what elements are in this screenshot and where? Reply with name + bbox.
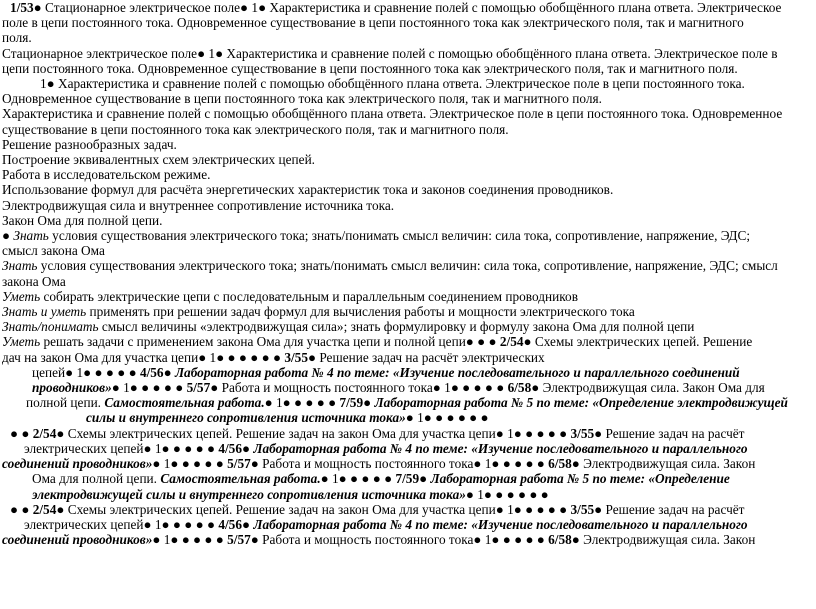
text-line [2,395,810,410]
text-line [2,91,810,106]
lesson-number: 2/54 [499,334,524,350]
lesson-number: 6/58 [507,380,532,396]
emphasized-text: Лабораторная работа № 5 по теме: «Определение электродвижущей [374,395,788,411]
text-segment: ● 1● ● ● ● ● [152,456,228,472]
text-segment: электрических цепей● 1● ● ● ● ● [24,516,219,532]
italic-text: Знать [2,258,38,274]
lesson-number: 5/57 [227,456,251,472]
lesson-number: 5/57 [186,380,211,396]
emphasized-text: Лабораторная работа № 4 по теме: «Изучение последовательного и параллельного соединений [174,364,740,380]
text-line [2,350,810,365]
text-segment: смысл величины «электродвижущая сила»; знать формулировку и формулу закона Ома для полной цепи [98,319,695,335]
emphasized-text: соединений проводников» [2,456,153,472]
text-segment: условия существования электрического тока; знать/понимать смысл величин: сила тока, сопротивление, напряжение, ЭДС; смысл [37,258,778,274]
text-segment: Ома для полной цепи. [32,471,161,487]
text-segment: ● Решение задач на расчёт [594,425,745,441]
text-segment: ● [419,471,431,487]
lesson-number: 7/59 [339,395,364,411]
text-segment: поле в цепи постоянного тока. Одновременное существование в цепи постоянного тока как электрического поля, так и магнитного [2,15,744,31]
lesson-number: 4/56 [218,440,242,456]
text-segment: ● 1● ● ● ● ● [111,380,187,396]
text-line [2,517,810,532]
text-segment: ● Работа и мощность постоянного тока● 1● ● ● ● ● [250,532,549,548]
text-line [2,228,810,243]
text-segment: ● Работа и мощность постоянного тока● 1● ● ● ● ● [210,380,508,396]
text-segment: электрических цепей● 1● ● ● ● ● [24,440,219,456]
lesson-number: 2/54 [32,501,57,517]
text-segment: решать задачи с применением закона Ома для участка цепи и полной цепи● ● ● [40,334,500,350]
text-line [2,30,810,45]
lesson-number: 2/54 [32,425,57,441]
text-line [2,46,810,61]
lesson-number: 3/55 [570,425,595,441]
text-segment: применять при решении задач формул для вычисления работы и мощности электрического тока [86,304,635,320]
text-line [2,334,810,349]
text-segment: ● Схемы электрических цепей. Решение задач на закон Ома для участка цепи● 1● ● ● ● ● [56,501,571,517]
text-segment: ● Решение задач на расчёт электрических [307,349,545,365]
text-segment: ● ● [10,501,33,517]
text-segment: дач на закон Ома для участка цепи● 1● ● ● ● ● ● [2,349,285,365]
text-line [2,441,810,456]
text-segment: ● Схемы электрических цепей. Решение [523,334,753,350]
text-segment: ● Работа и мощность постоянного тока● 1● ● ● ● ● [250,456,549,472]
lesson-number: 3/55 [284,349,308,365]
text-line [2,410,810,425]
text-line [2,167,810,182]
text-segment: Одновременное существование в цепи постоянного тока как электрического поля, так и магнитного поля. [2,91,602,107]
text-segment: ● ● [10,425,33,441]
text-segment: Характеристика и сравнение полей с помощью обобщённого плана ответа. Электрическое поле в цепи постоянного тока. Одновременное [2,106,783,122]
text-segment: ● [2,228,14,244]
text-line [2,258,810,273]
text-line [2,122,810,137]
text-line [2,243,810,258]
text-segment: ● 1● ● ● ● ● [320,471,396,487]
lesson-number: 4/56 [139,364,164,380]
text-segment: смысл закона Ома [2,243,105,259]
text-line [2,76,810,91]
emphasized-text: электродвижущей силы и внутреннего сопротивления источника тока» [32,486,466,502]
text-segment: ● Электродвижущая сила. Закон [571,456,756,472]
text-segment: цепи постоянного тока. Одновременное существование в цепи постоянного тока как электрического поля, так и магнитного поля. [2,60,738,76]
text-segment: Стационарное электрическое поле● 1● Характеристика и сравнение полей с помощью обобщённого плана ответа. Электрическое поле в [2,45,778,61]
text-segment: ● [163,364,175,380]
text-line [2,152,810,167]
text-segment: цепей● 1● ● ● ● ● [32,364,140,380]
text-segment: ● Стационарное электрическое поле● 1● Характеристика и сравнение полей с помощью обобщённого плана ответа. Электрическое [33,0,782,15]
emphasized-text: Самостоятельная работа. [104,395,265,411]
text-segment: ● Электродвижущая сила. Закон [571,532,756,548]
text-line [2,304,810,319]
text-line [2,182,810,197]
emphasized-text: Лабораторная работа № 5 по теме: «Определение [430,471,730,487]
text-segment: ● [241,440,254,456]
text-segment: ● 1● ● ● ● ● ● [405,410,489,426]
text-segment: Электродвижущая сила и внутреннее сопротивление источника тока. [2,197,395,213]
italic-text: Знать и уметь [2,304,87,320]
lesson-number: 4/56 [218,516,242,532]
text-segment: Работа в исследовательском режиме. [2,167,211,183]
emphasized-text: соединений проводников» [2,532,153,548]
text-segment: полной цепи. [26,395,105,411]
text-line [2,61,810,76]
italic-text: Уметь [2,334,41,350]
emphasized-text: Лабораторная работа № 4 по теме: «Изучение последовательного и параллельного [253,440,748,456]
lesson-number: 5/57 [227,532,251,548]
text-line [2,15,810,30]
text-segment: ● 1● ● ● ● ● [152,532,228,548]
text-segment: закона Ома [2,273,66,289]
text-line [2,198,810,213]
text-segment: Решение разнообразных задач. [2,136,177,152]
italic-text: Знать/понимать [2,319,99,335]
text-line [2,532,810,547]
text-segment: ● [363,395,375,411]
emphasized-text: Лабораторная работа № 4 по теме: «Изучение последовательного и параллельного [253,516,748,532]
emphasized-text: Самостоятельная работа. [160,471,321,487]
text-segment: Построение эквивалентных схем электрических цепей. [2,152,316,168]
italic-text: Знать [13,228,49,244]
text-segment: ● 1● ● ● ● ● [264,395,340,411]
text-line [2,502,810,517]
lesson-number: 6/58 [548,456,572,472]
text-line [2,0,810,15]
lesson-number: 1/53 [10,0,34,15]
text-line [2,319,810,334]
text-line [2,380,810,395]
text-segment: 1● Характеристика и сравнение полей с помощью обобщённого плана ответа. Электрическое поле в цепи постоянного тока. [40,76,745,92]
text-line [2,471,810,486]
lesson-number: 3/55 [570,501,595,517]
text-line [2,137,810,152]
text-line [2,365,810,380]
text-segment: ● Схемы электрических цепей. Решение задач на закон Ома для участка цепи● 1● ● ● ● ● [56,425,571,441]
text-segment: собирать электрические цепи с последовательным и параллельным соединением проводников [40,288,578,304]
text-line [2,487,810,502]
text-line [2,289,810,304]
text-segment: ● 1● ● ● ● ● ● [465,486,549,502]
lesson-number: 6/58 [548,532,572,548]
text-segment: поля. [2,30,32,46]
lesson-number: 7/59 [395,471,420,487]
text-segment: Использование формул для расчёта энергетических характеристик тока и законов соединения проводников. [2,182,614,198]
text-segment: условия существования электрического тока; знать/понимать смысл величин: сила тока, сопротивление, напряжение, ЭДС; [48,228,751,244]
text-segment: Закон Ома для полной цепи. [2,212,163,228]
text-segment: ● Решение задач на расчёт [594,501,745,517]
text-line [2,274,810,289]
text-line [2,426,810,441]
text-segment: ● [241,516,254,532]
text-line [2,213,810,228]
text-segment: ● Электродвижущая сила. Закон Ома для [531,380,765,396]
italic-text: Уметь [2,288,41,304]
emphasized-text: проводников» [32,380,112,396]
text-line [2,106,810,121]
emphasized-text: силы и внутреннего сопротивления источника тока» [86,410,406,426]
text-line [2,456,810,471]
text-segment: существование в цепи постоянного тока как электрического поля, так и магнитного поля. [2,121,509,137]
